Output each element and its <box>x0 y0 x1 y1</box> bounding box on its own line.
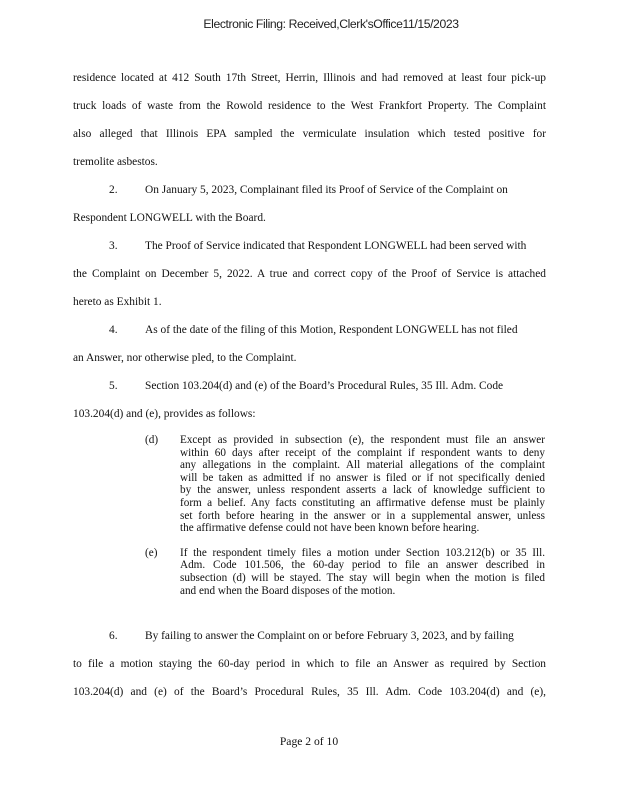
text-line: an Answer, nor otherwise pled, to the Complaint. <box>73 352 297 364</box>
paragraph-4 <box>73 316 546 372</box>
quote-line: will be taken as admitted if no answer is filed or if not specifically denied <box>180 471 545 484</box>
paragraph-number: 5. <box>109 380 118 392</box>
quote-line: Adm. Code 101.506, the 60-day period to file an answer described in <box>180 559 545 572</box>
text-line: As of the date of the filing of this Motion, Respondent LONGWELL has not filed <box>145 324 518 336</box>
subsection-label: (d) <box>145 434 159 446</box>
paragraph-number: 4. <box>109 324 118 336</box>
paragraph-3 <box>73 232 546 316</box>
quote-line: any allegations in the complaint. All material allegations of the complaint <box>180 459 545 472</box>
quote-subsection-e <box>145 547 545 597</box>
paragraph-6 <box>73 622 546 706</box>
text-line: By failing to answer the Complaint on or before February 3, 2023, and by failing <box>145 630 514 642</box>
filing-stamp-header <box>0 17 618 31</box>
text-line: residence located at 412 South 17th Street, Herrin, Illinois and had removed at least four pick-up <box>73 72 546 84</box>
text-line: hereto as Exhibit 1. <box>73 296 162 308</box>
quote-line: If the respondent timely files a motion under Section 103.212(b) or 35 Ill. <box>180 546 545 559</box>
subsection-label: (e) <box>145 546 158 559</box>
quote-line: subsection (d) will be stayed. The stay will begin when the motion is filed <box>180 571 545 584</box>
paragraph-2 <box>73 176 546 232</box>
quote-line: Except as provided in subsection (e), the respondent must file an answer <box>180 434 545 446</box>
text-line: to file a motion staying the 60-day period in which to file an Answer as required by Section <box>73 658 546 670</box>
quote-line: set forth before hearing in the answer or in a supplemental answer, unless <box>180 509 545 522</box>
quote-line: form a belief. Any facts constituting an affirmative defense must be plainly <box>180 496 545 509</box>
quote-line: by the answer, unless respondent asserts a lack of knowledge sufficient to <box>180 484 545 497</box>
text-line: On January 5, 2023, Complainant filed its Proof of Service of the Complaint on <box>145 184 508 196</box>
text-line: also alleged that Illinois EPA sampled the vermiculate insulation which tested positive for <box>73 128 546 140</box>
block-quote <box>145 434 545 597</box>
quote-line: the affirmative defense could not have been known before hearing. <box>180 522 480 535</box>
paragraph-5 <box>73 372 546 428</box>
text-line: the Complaint on December 5, 2022. A true and correct copy of the Proof of Service is attached <box>73 268 546 280</box>
quote-subsection-d <box>145 434 545 535</box>
paragraph-number: 3. <box>109 240 118 252</box>
text-line: Respondent LONGWELL with the Board. <box>73 212 266 224</box>
continuation-paragraph <box>73 64 546 176</box>
text-line: tremolite asbestos. <box>73 156 158 168</box>
text-line: 103.204(d) and (e), provides as follows: <box>73 408 256 420</box>
quote-line: within 60 days after receipt of the complaint if respondent wants to deny <box>180 446 545 459</box>
text-line: 103.204(d) and (e) of the Board’s Procedural Rules, 35 Ill. Adm. Code 103.204(d) and (e), <box>73 686 546 698</box>
filing-stamp-text: Electronic Filing: Received,Clerk'sOffice11/15/2023 <box>203 17 459 31</box>
page-number: Page 2 of 10 <box>279 735 339 748</box>
paragraph-number: 2. <box>109 184 118 196</box>
text-line: Section 103.204(d) and (e) of the Board’s Procedural Rules, 35 Ill. Adm. Code <box>145 380 504 392</box>
text-line: The Proof of Service indicated that Respondent LONGWELL had been served with <box>145 240 527 252</box>
text-line: truck loads of waste from the Rowold residence to the West Frankfort Property. The Complaint <box>73 100 546 112</box>
paragraph-number: 6. <box>109 630 118 642</box>
quote-line: and end when the Board disposes of the motion. <box>180 584 396 597</box>
